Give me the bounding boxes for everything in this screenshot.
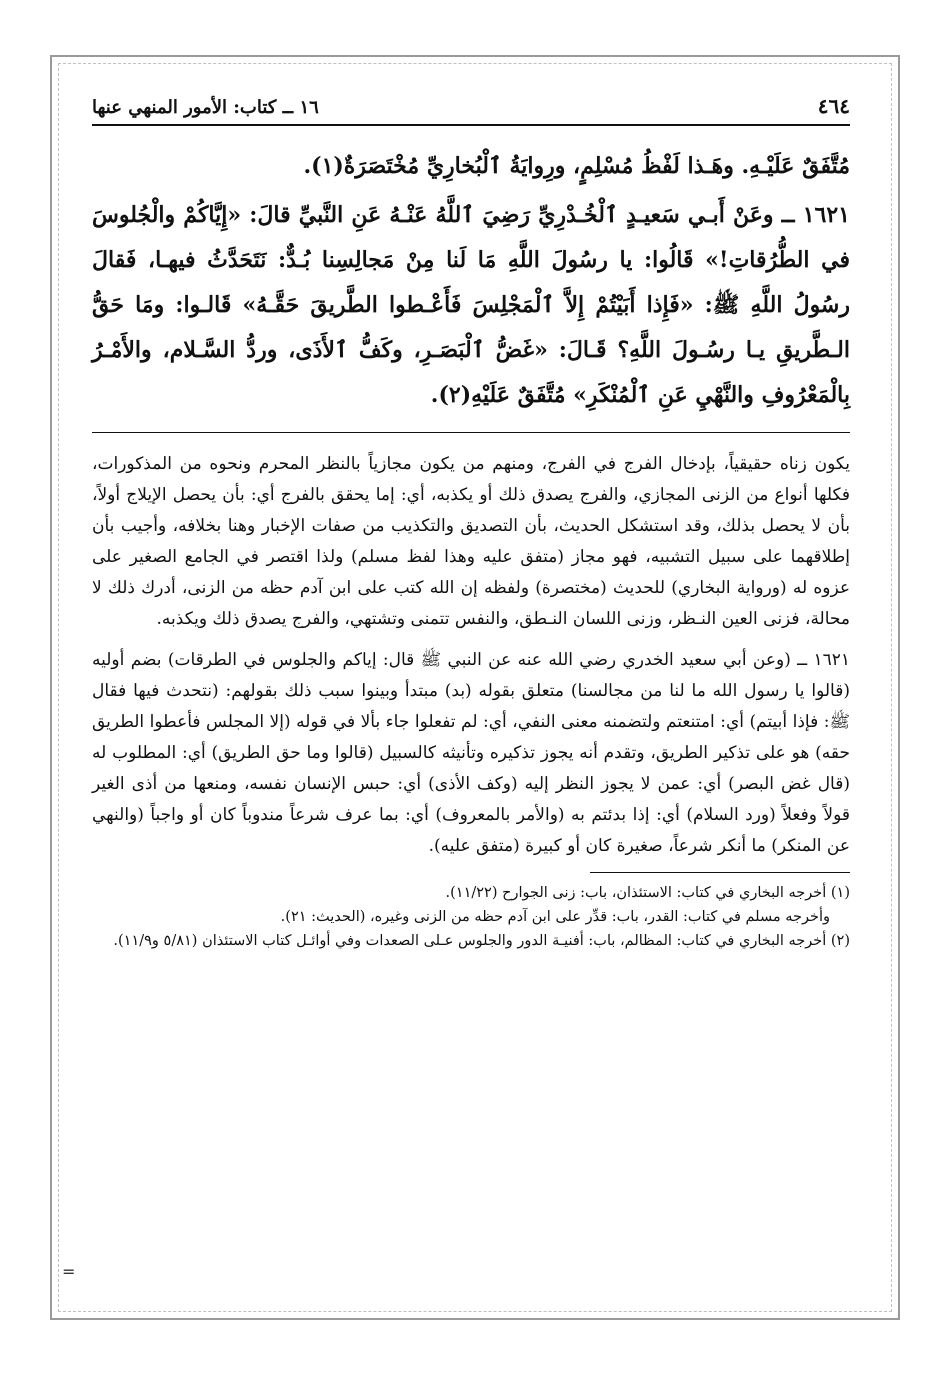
page-number: ٤٦٤ bbox=[817, 94, 850, 118]
commentary-paragraph: ١٦٢١ ــ (وعن أبي سعيد الخدري رضي الله عنه عن النبي ﷺ قال: إياكم والجلوس في الطرقات) بضم أوليه (قالوا يا رسول الله ما لنا من مجالسنا) متعلق بقوله (بد) مبتدأ وبينوا سبب ذلك بقولهم: (نتحدث فيها فقال ﷺ: فإذا أبيتم) أي: امتنعتم ولتضمنه معنى النفي، أي: لم تفعلوا جاء بألا في قوله (إلا المجلس فأعطوا الطريق حقه) هو على تذكير الطريق، وتقدم أنه يجوز تذكيره وتأنيثه كالسبيل (قالوا وما حق الطريق) أي: المطلوب له (قال غض البصر) أي: عمن لا يجوز النظر إليه (وكف الأذى) أي: حبس الإنسان نفسه، ومنعها من أذى الغير قولاً وفعلاً (ورد السلام) أي: إذا بدئتم به (والأمر بالمعروف) أي: بما عرف شرعاً مندوباً كان أو واجباً (والنهي عن المنكر) ما أنكر شرعاً، صغيرة كان أو كبيرة (متفق عليه). bbox=[92, 650, 850, 856]
section-divider bbox=[92, 432, 850, 433]
matn-paragraph: ١٦٢١ ــ وعَنْ أَبـي سَعيـدٍ ٱلْخُـدْرِيِّ رَضِيَ ٱللَّهُ عَنْـهُ عَنِ النَّبيِّ قالَ: «إِيَّاكُمْ والْجُلوسَ في الطُّرُقاتِ!» قَالُوا: يا رسُولَ اللَّهِ مَا لَنا مِنْ مَجالِسِنا بُـدٌّ: نَتَحَدَّثُ فيهـا، فَقالَ رسُولُ اللَّهِ ﷺ: «فَإِذا أَبَيْتُمْ إِلاَّ ٱلْمَجْلِسَ فَأَعْـطوا الطَّريقَ حَقَّـهُ» قَالـوا: ومَا حَقُّ الـطَّريقِ يـا رسُـولَ اللَّهِ؟ قَـالَ: «غَضُّ ٱلْبَصَـرِ، وكَفُّ ٱلأَذَى، وردُّ السَّـلام، والأَمْـرُ بِالْمَعْرُوفِ والنَّهْيِ عَنِ ٱلْمُنْكَرِ» مُتَّفَقٌ عَلَيْهِ(٢). bbox=[92, 202, 850, 408]
footnote: (٢) أخرجه البخاري في كتاب: المظالم، باب: أفنيـة الدور والجلوس عـلى الصعدات وفي أوائـل كتاب الاستئذان (٥/٨١ و١١/٩). bbox=[113, 933, 850, 949]
commentary bbox=[92, 449, 850, 862]
footnote: وأخرجه مسلم في كتاب: القدر، باب: قدِّر على ابن آدم حظه من الزنى وغيره، (الحديث: ٢١). bbox=[280, 909, 830, 925]
running-header bbox=[92, 92, 850, 126]
page-content bbox=[92, 92, 850, 953]
matn-paragraph: مُتَّفَقٌ عَلَيْـهِ. وهَـذا لَفْظُ مُسْلِمٍ، ورِوايَةُ ٱلْبُخارِيِّ مُخْتَصَرَةٌ(١). bbox=[303, 153, 850, 179]
commentary-paragraph: يكون زناه حقيقياً، بإدخال الفرج في الفرج، ومنهم من يكون مجازياً بالنظر المحرم ونحوه من المذكورات، فكلها أنواع من الزنى المجازي، والفرج يصدق ذلك أو يكذبه، أي: إما يحقق بالفرج أي: بأن يحصل الإيلاج أولاً، بأن لا يحصل بذلك، وقد استشكل الحديث، بأن التصديق والتكذيب من صفات الإخبار وهنا بخلافه، وأجيب بأن إطلاقهما على سبيل التشبيه، فهو مجاز (متفق عليه وهذا لفظ مسلم) ولذا اقتصر في الجامع الصغير على عزوه له (ورواية البخاري) للحديث (مختصرة) ولفظه إن الله كتب على ابن آدم حظه من الزنى، أدرك ذلك لا محالة، فزنى العين النـظر، وزنى اللسان النـطق، والنفس تتمنى وتشتهي، والفرج يصدق ذلك ويكذبه. bbox=[92, 454, 850, 629]
hadith-text bbox=[92, 144, 850, 418]
footnote-divider bbox=[590, 872, 850, 873]
continuation-mark: = bbox=[62, 1262, 76, 1281]
footnotes bbox=[92, 881, 850, 953]
chapter-title: ١٦ ــ كتاب: الأمور المنهي عنها bbox=[92, 97, 319, 118]
footnote: (١) أخرجه البخاري في كتاب: الاستئذان، باب: زنى الجوارح (١١/٢٢). bbox=[445, 885, 850, 901]
